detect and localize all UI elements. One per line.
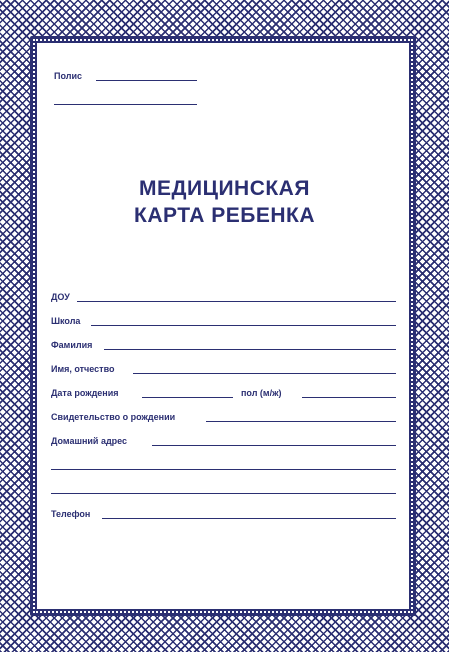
dou-line[interactable] — [77, 301, 396, 302]
school-line[interactable] — [91, 325, 396, 326]
policy-line-2[interactable] — [54, 104, 197, 105]
home-address-line-2[interactable] — [51, 469, 396, 470]
title-line-2: КАРТА РЕБЕНКА — [134, 204, 315, 227]
policy-label: Полис — [54, 71, 82, 81]
home-address-label: Домашний адрес — [51, 436, 128, 446]
title-line-1: МЕДИЦИНСКАЯ — [139, 177, 310, 200]
birth-date-line[interactable] — [142, 397, 233, 398]
surname-line[interactable] — [104, 349, 396, 350]
birth-certificate-label: Свидетельство о рождении — [51, 412, 176, 422]
name-label: Имя, отчество — [51, 364, 115, 374]
form-sheet — [37, 43, 409, 609]
name-line[interactable] — [133, 373, 396, 374]
birth-date-label: Дата рождения — [51, 388, 119, 398]
dou-label: ДОУ — [51, 292, 70, 302]
home-address-line-3[interactable] — [51, 493, 396, 494]
sex-label: пол (м/ж) — [241, 388, 282, 398]
phone-label: Телефон — [51, 509, 91, 519]
policy-line[interactable] — [96, 80, 197, 81]
school-label: Школа — [51, 316, 81, 326]
phone-line[interactable] — [102, 518, 396, 519]
surname-label: Фамилия — [51, 340, 93, 350]
birth-certificate-line[interactable] — [206, 421, 396, 422]
home-address-line[interactable] — [152, 445, 396, 446]
sex-line[interactable] — [302, 397, 396, 398]
